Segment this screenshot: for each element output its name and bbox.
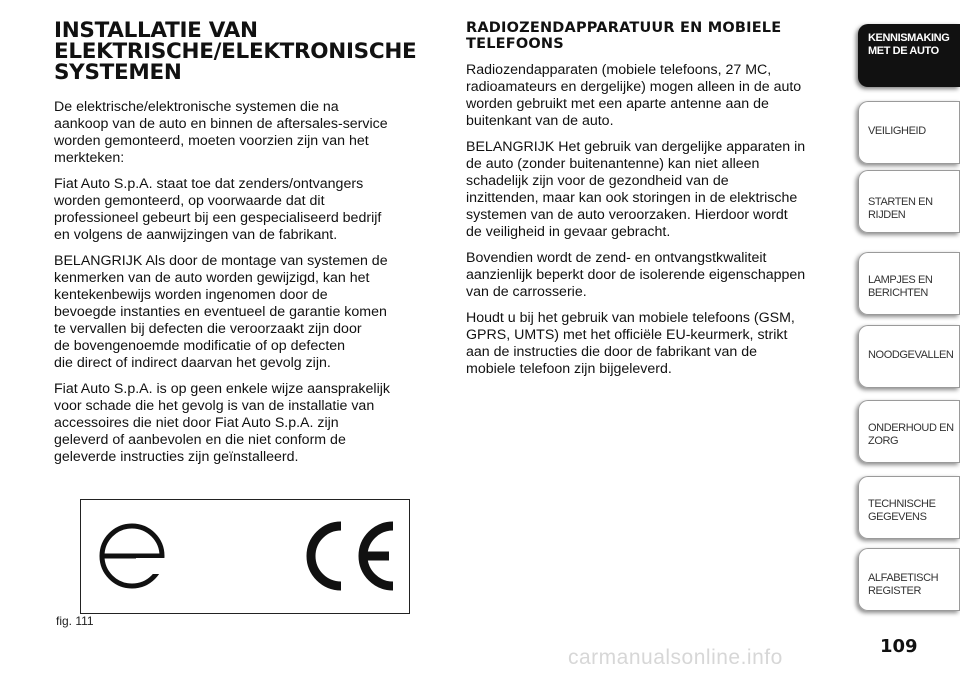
paragraph-mobiele-telefoons: Houdt u bij het gebruik van mobiele telefoons (GSM, GPRS, UMTS) met het officiële EU-keurmerk, strikt aan de instructies die door de fabrikant van de mobiele telefoon zijn bijgeleverd. bbox=[466, 310, 795, 377]
paragraph-intro: De elektrische/elektronische systemen die na aankoop van de auto en binnen de aftersales-service worden gemonteerd, moeten voorzien zijn van het merkteken: bbox=[54, 99, 388, 166]
tab-kennismaking[interactable]: KENNISMAKING MET DE AUTO bbox=[858, 24, 960, 87]
tab-alfabetisch-register[interactable]: ALFABETISCH REGISTER bbox=[858, 548, 960, 611]
title-line: TELEFOONS bbox=[466, 36, 564, 52]
page-number: 109 bbox=[880, 636, 918, 657]
paragraph-zenders: Fiat Auto S.p.A. staat toe dat zenders/ontvangers worden gemonteerd, op voorwaarde dat dit professioneel gebeurt bij een gespecialiseerd bedrijf en volgens de aanwijzingen van de fabrikant. bbox=[54, 176, 382, 243]
paragraph-belangrijk-gebruik: BELANGRIJK Het gebruik van dergelijke apparaten in de auto (zonder buitenantenne) kan niet alleen schadelijk zijn voor de gezondheid van de inzittenden, maar kan ook storingen in de elektrische systemen van de auto veroorzaken. Hierdoor wordt de veiligheid in gevaar gebracht. bbox=[466, 139, 806, 240]
tab-onderhoud-en-zorg[interactable]: ONDERHOUD EN ZORG bbox=[858, 400, 960, 463]
section-title-radio bbox=[466, 20, 848, 52]
ce-mark-icon bbox=[311, 526, 393, 586]
tab-veiligheid[interactable]: VEILIGHEID bbox=[858, 101, 960, 164]
paragraph-aansprakelijkheid: Fiat Auto S.p.A. is op geen enkele wijze aansprakelijk voor schade die het gevolg is van de installatie van accessoires die niet door Fiat Auto S.p.A. zijn geleverd of aanbevolen en die niet conform de geleverde instructies zijn geïnstalleerd. bbox=[54, 381, 390, 465]
paragraph-kwaliteit: Bovendien wordt de zend- en ontvangstkwaliteit aanzienlijk beperkt door de isolerende eigenschappen van de carrosserie. bbox=[466, 250, 806, 300]
title-line: SYSTEMEN bbox=[54, 60, 182, 85]
figure-caption: fig. 111 bbox=[56, 614, 94, 628]
e-mark-icon bbox=[102, 526, 166, 586]
title-line: RADIOZENDAPPARATUUR EN MOBIELE bbox=[466, 20, 782, 36]
tab-starten-en-rijden[interactable]: STARTEN EN RIJDEN bbox=[858, 170, 960, 233]
left-column bbox=[54, 20, 438, 475]
tab-technische-gegevens[interactable]: TECHNISCHE GEGEVENS bbox=[858, 476, 960, 539]
right-column bbox=[466, 20, 848, 387]
title-line: INSTALLATIE VAN bbox=[54, 18, 258, 43]
title-line: ELEKTRISCHE/ELEKTRONISCHE bbox=[54, 39, 417, 64]
figure-marks bbox=[80, 499, 410, 614]
marks-illustration bbox=[81, 500, 408, 612]
section-title-installatie bbox=[54, 20, 438, 83]
tab-lampjes-en-berichten[interactable]: LAMPJES EN BERICHTEN bbox=[858, 252, 960, 315]
watermark: carmanualsonline.info bbox=[568, 646, 783, 669]
tab-noodgevallen[interactable]: NOODGEVALLEN bbox=[858, 325, 960, 388]
paragraph-radiozend: Radiozendapparaten (mobiele telefoons, 27 MC, radioamateurs en dergelijke) mogen alleen in de auto worden gebruikt met een aparte antenne aan de buitenkant van de auto. bbox=[466, 62, 802, 129]
paragraph-belangrijk-montage: BELANGRIJK Als door de montage van systemen de kenmerken van de auto worden gewijzigd, kan het kentekenbewijs worden ingenomen door de bevoegde instanties en eventueel de garantie komen te vervallen bij defecten die veroorzaakt zijn door de bovengenoemde modificatie of op defecten die direct of indirect daarvan het gevolg zijn. bbox=[54, 253, 388, 371]
chapter-tabs bbox=[858, 0, 960, 678]
